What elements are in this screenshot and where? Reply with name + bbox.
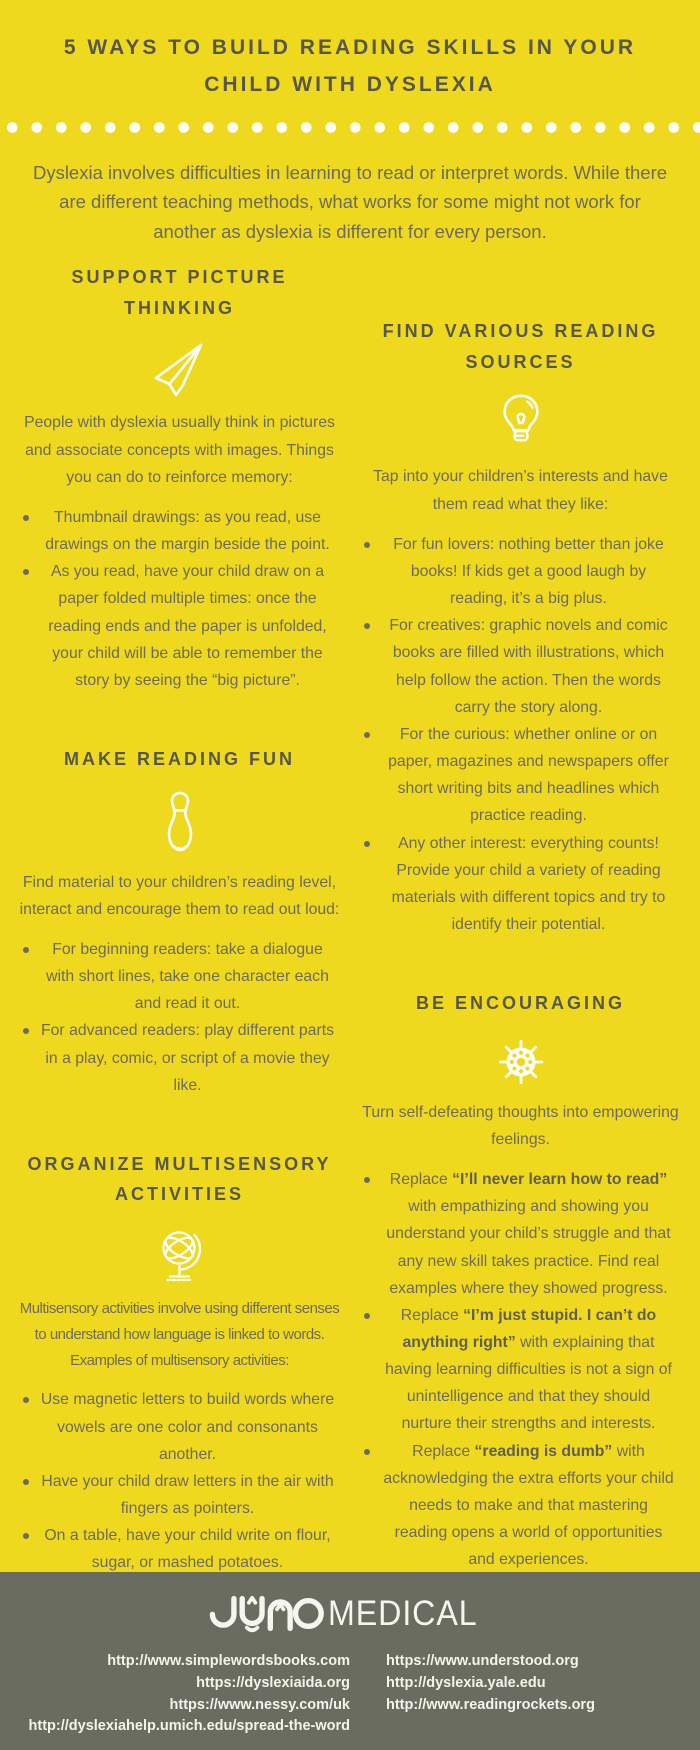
section-find-various-reading-sources xyxy=(357,316,684,938)
footer-link: http://www.readingrockets.org xyxy=(386,1696,595,1713)
section-bullets xyxy=(16,1386,343,1572)
footer-links-left xyxy=(0,1651,350,1738)
footer-links-right xyxy=(350,1651,700,1738)
globe-icon xyxy=(16,1224,343,1288)
section-heading: FIND VARIOUS READING SOURCES xyxy=(382,321,659,372)
section-make-reading-fun xyxy=(16,744,343,1099)
intro-paragraph: Dyslexia involves difficulties in learning to read or interpret words. While there are different teaching methods, what works for some might not work for another as dyslexia is different for every person. xyxy=(32,161,668,242)
bullet-item: For beginning readers: take a dialogue with short lines, take one character each and read it out. xyxy=(16,936,343,1017)
bullet-item: Any other interest: everything counts! Provide your child a variety of reading materials with different topics and try to identify their potential. xyxy=(357,830,684,939)
bullet-item: Replace “reading is dumb” with acknowledging the extra efforts your child needs to make and that mastering reading opens a world of opportunities and experiences. xyxy=(357,1438,684,1572)
footer-link: https://www.understood.org xyxy=(386,1653,579,1669)
section-organize-multisensory-activities xyxy=(16,1149,343,1572)
ship-wheel-icon xyxy=(357,1033,684,1091)
section-intro: Turn self-defeating thoughts into empowering feelings. xyxy=(362,1103,679,1148)
dotted-divider xyxy=(0,121,700,134)
two-column-layout xyxy=(0,262,700,1572)
paper-plane-icon xyxy=(16,337,343,401)
juno-logo-icon xyxy=(209,1592,325,1635)
bullet-item: Have your child draw letters in the air with fingers as pointers. xyxy=(16,1468,343,1522)
bullet-item: For fun lovers: nothing better than joke books! If kids get a good laugh by reading, it’s a big plus. xyxy=(357,531,684,612)
bullet-item: For creatives: graphic novels and comic books are filled with illustrations, which help follow the action. Then the words carry the story along. xyxy=(357,612,684,721)
bullet-item: For the curious: whether online or on paper, magazines and newspapers offer short writing bits and headlines which practice reading. xyxy=(357,721,684,830)
section-intro: Tap into your children’s interests and have them read what they like: xyxy=(373,468,668,513)
section-bullets xyxy=(357,531,684,938)
section-intro: People with dyslexia usually think in pictures and associate concepts with images. Things you can do to reinforce memory: xyxy=(24,414,335,486)
juno-logo-medical-text: MEDICAL xyxy=(328,1594,478,1633)
junomedical-logo xyxy=(0,1592,700,1635)
section-heading: SUPPORT PICTURE THINKING xyxy=(71,267,288,318)
section-heading: MAKE READING FUN xyxy=(64,749,295,770)
page-title-line-2: CHILD WITH DYSLEXIA xyxy=(204,72,496,96)
bullet-item: Use magnetic letters to build words where vowels are one color and consonants another. xyxy=(16,1386,343,1467)
footer xyxy=(0,1572,700,1750)
bullet-item: Replace “I’ll never learn how to read” with empathizing and showing you understand your child’s struggle and that any new skill takes practice. Find real examples where they showed progress. xyxy=(357,1166,684,1302)
page-title-line-1: 5 WAYS TO BUILD READING SKILLS IN YOUR xyxy=(63,36,637,59)
bullet-item: As you read, have your child draw on a paper folded multiple times: once the reading ends and the paper is unfolded, your child will be able to remember the story by seeing the “big picture”. xyxy=(16,558,343,694)
bowling-pin-icon xyxy=(16,789,343,861)
right-column xyxy=(357,262,684,1572)
footer-links xyxy=(0,1651,700,1738)
footer-link: http://dyslexia.yale.edu xyxy=(386,1674,546,1691)
footer-link: https://dyslexiaida.org xyxy=(196,1674,350,1691)
lightbulb-icon xyxy=(357,391,684,455)
section-bullets xyxy=(357,1166,684,1572)
section-be-encouraging xyxy=(357,988,684,1572)
footer-link: http://dyslexiahelp.umich.edu/spread-the-word xyxy=(28,1718,350,1735)
footer-link: http://www.simplewordsbooks.com xyxy=(107,1653,350,1669)
footer-link: https://www.nessy.com/uk xyxy=(169,1696,350,1713)
section-support-picture-thinking xyxy=(16,262,343,694)
section-heading: ORGANIZE MULTISENSORY ACTIVITIES xyxy=(27,1153,332,1205)
bullet-item: For advanced readers: play different parts in a play, comic, or script of a movie they like. xyxy=(16,1017,343,1098)
page-title xyxy=(38,30,662,104)
section-bullets xyxy=(16,504,343,694)
section-intro: Multisensory activities involve using different senses to understand how language is linked to words. Examples of multisensory activities: xyxy=(19,1300,340,1369)
bullet-item: Thumbnail drawings: as you read, use drawings on the margin beside the point. xyxy=(16,504,343,558)
bullet-item: On a table, have your child write on flour, sugar, or mashed potatoes. xyxy=(16,1522,343,1572)
section-intro: Find material to your children’s reading level, interact and encourage them to read out loud: xyxy=(19,873,340,918)
section-bullets xyxy=(16,936,343,1099)
bullet-item: Replace “I’m just stupid. I can’t do anything right” with explaining that having learning difficulties is not a sign of unintelligence and that they should nurture their strengths and interests. xyxy=(357,1302,684,1438)
section-heading: BE ENCOURAGING xyxy=(415,993,625,1014)
left-column xyxy=(16,262,343,1572)
